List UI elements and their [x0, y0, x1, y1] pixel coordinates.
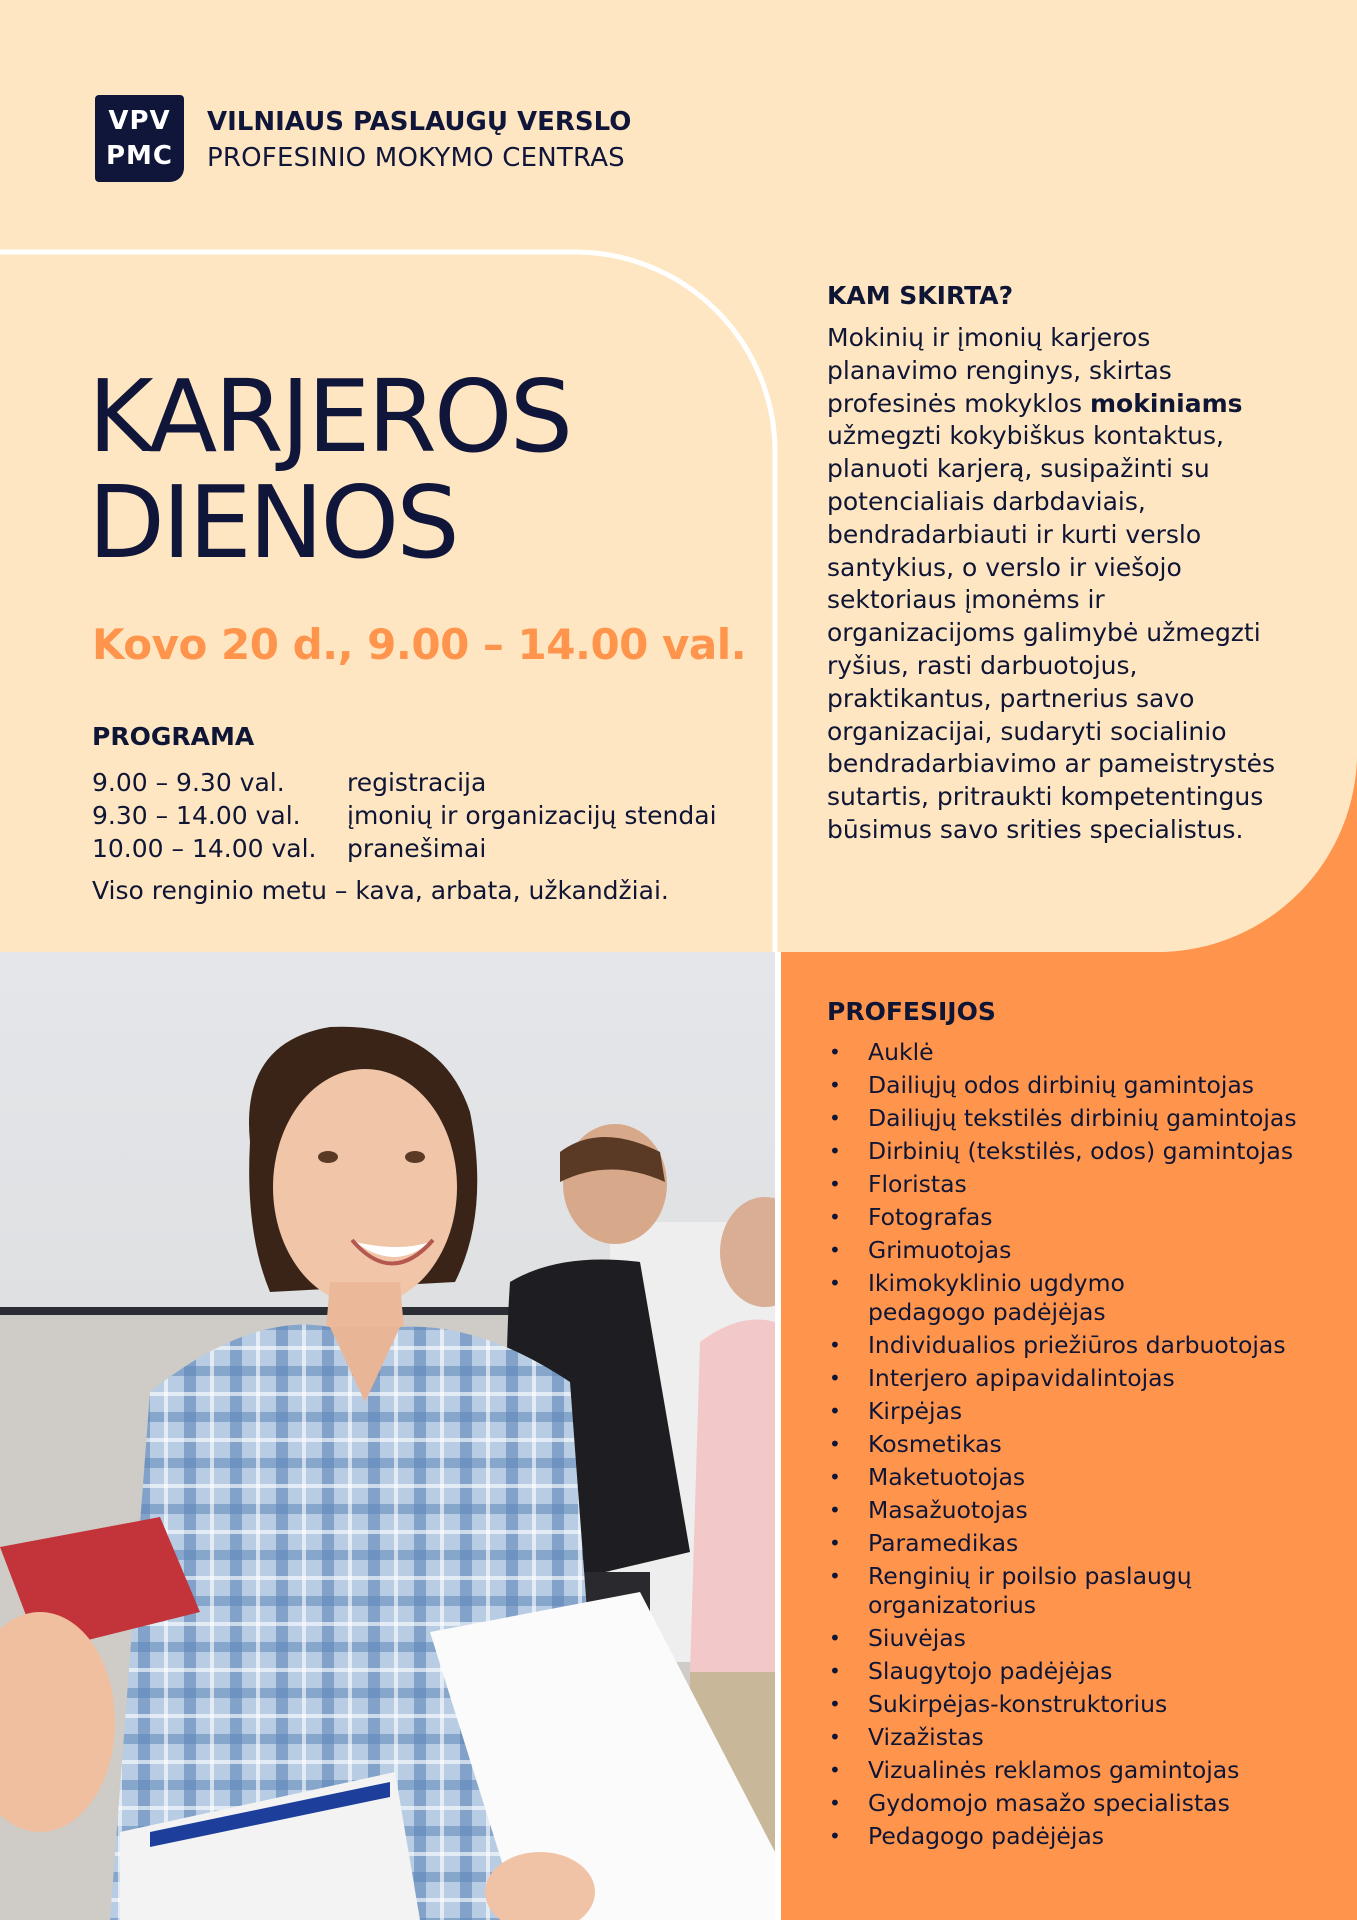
programme-note: Viso renginio metu – kava, arbata, užkandžiai. — [92, 876, 669, 905]
list-item: • Vizažistas — [827, 1723, 1317, 1752]
audience-description — [827, 322, 1287, 847]
list-item: • Dirbinių (tekstilės, odos) gamintojas — [827, 1137, 1317, 1166]
programme-time: 9.00 – 9.30 val. — [92, 768, 285, 797]
list-item: • Floristas — [827, 1170, 1317, 1199]
programme-table — [92, 766, 717, 865]
audience-heading: KAM SKIRTA? — [827, 281, 1014, 310]
title-line-1: KARJEROS — [88, 358, 571, 475]
programme-heading: PROGRAMA — [92, 722, 255, 751]
professions-list — [827, 1038, 1317, 1855]
org-name-line-2: PROFESINIO MOKYMO CENTRAS — [207, 143, 625, 173]
event-date: Kovo 20 d., 9.00 – 14.00 val. — [92, 620, 747, 669]
list-item: • Paramedikas — [827, 1529, 1317, 1558]
programme-time: 9.30 – 14.00 val. — [92, 801, 301, 830]
programme-item: įmonių ir organizacijų stendai — [347, 801, 717, 830]
list-item: • Interjero apipavidalintojas — [827, 1364, 1317, 1393]
audience-text-part: užmegzti kokybiškus kontaktus, planuoti karjerą, susipažinti su potencialiais darbdaviais, bendradarbiauti ir kurti verslo santykius, o verslo ir viešojo sektoriaus įmonėms ir organizacijoms galimybė užmegzti ryšius, rasti darbuotojus, praktikantus, partnerius savo organizacijai, sudaryti socialinio bendradarbiavimo ar pameistrystės sutartis, pritraukti kompetentingus būsimus savo srities specialistus. — [827, 421, 1276, 844]
event-photo — [0, 952, 775, 1920]
list-item: • Pedagogo padėjėjas — [827, 1822, 1317, 1851]
list-item: • Kirpėjas — [827, 1397, 1317, 1426]
audience-text-part: Mokinių ir įmonių karjeros planavimo renginys, skirtas profesinės mokyklos — [827, 323, 1172, 418]
programme-row — [92, 766, 717, 799]
audience-text-emphasis: mokiniams — [1089, 388, 1243, 418]
programme-row — [92, 832, 717, 865]
list-item: • Grimuotojas — [827, 1236, 1317, 1265]
title-line-2: DIENOS — [88, 464, 457, 581]
column-divider — [775, 952, 781, 1920]
logo-mark — [95, 95, 184, 182]
list-item: • Siuvėjas — [827, 1624, 1317, 1653]
professions-heading: PROFESIJOS — [827, 997, 996, 1026]
programme-item: pranešimai — [347, 834, 487, 863]
list-item: • Gydomojo masažo specialistas — [827, 1789, 1317, 1818]
list-item: • Renginių ir poilsio paslaugų organizatorius — [827, 1562, 1208, 1620]
list-item: • Auklė — [827, 1038, 1317, 1067]
programme-row — [92, 799, 717, 832]
programme-item: registracija — [347, 768, 487, 797]
list-item: • Fotografas — [827, 1203, 1317, 1232]
list-item: • Maketuotojas — [827, 1463, 1317, 1492]
list-item: • Kosmetikas — [827, 1430, 1317, 1459]
list-item: • Dailiųjų tekstilės dirbinių gamintojas — [827, 1104, 1317, 1133]
logo-line-2: PMC — [105, 141, 173, 171]
list-item: • Sukirpėjas-konstruktorius — [827, 1690, 1317, 1719]
programme-time: 10.00 – 14.00 val. — [92, 834, 317, 863]
list-item: • Ikimokyklinio ugdymo pedagogo padėjėjas — [827, 1269, 1248, 1327]
list-item: • Slaugytojo padėjėjas — [827, 1657, 1317, 1686]
logo-line-1: VPV — [108, 106, 171, 136]
list-item: • Dailiųjų odos dirbinių gamintojas — [827, 1071, 1317, 1100]
org-name-line-1: VILNIAUS PASLAUGŲ VERSLO — [207, 107, 632, 137]
page-title — [88, 358, 571, 581]
list-item: • Masažuotojas — [827, 1496, 1317, 1525]
organization-name — [207, 104, 631, 176]
list-item: • Individualios priežiūros darbuotojas — [827, 1331, 1317, 1360]
list-item: • Vizualinės reklamos gamintojas — [827, 1756, 1317, 1785]
